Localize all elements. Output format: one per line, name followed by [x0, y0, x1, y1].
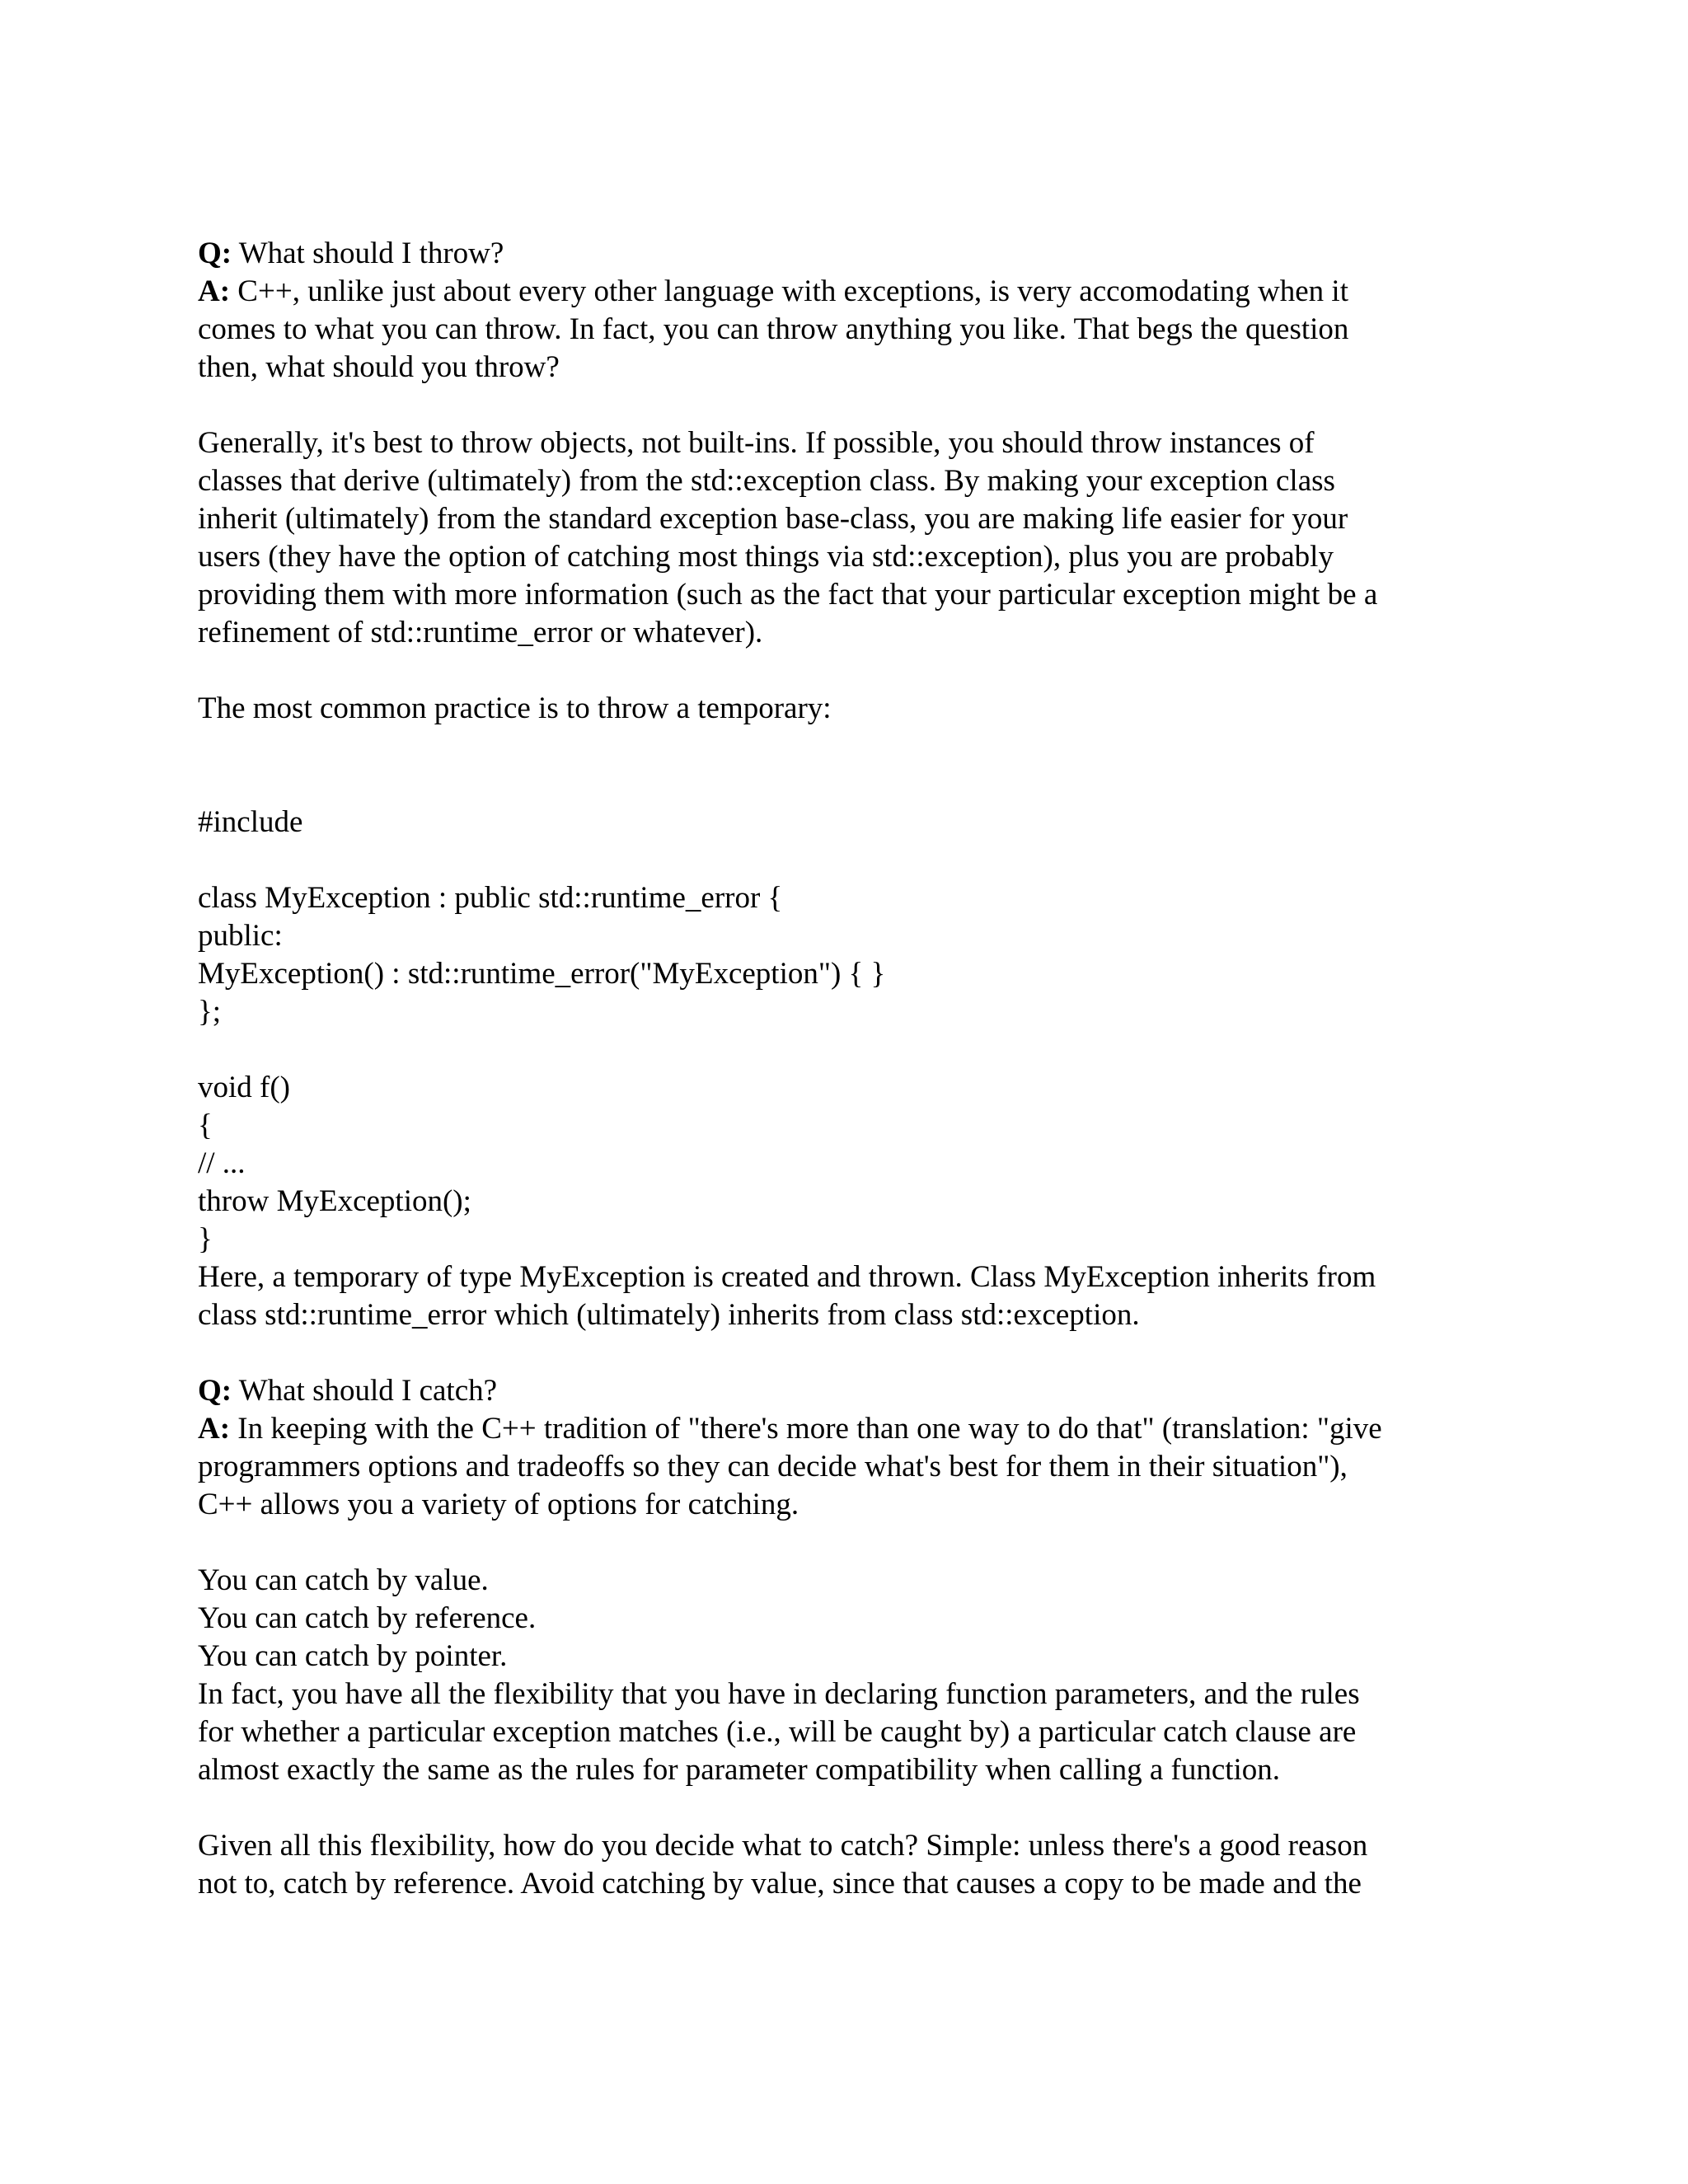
code-line: #include — [198, 805, 303, 839]
code-line: }; — [198, 995, 222, 1029]
question-prefix: Q: — [198, 1374, 232, 1408]
paragraph-line: Generally, it's best to throw objects, not built-ins. If possible, you should throw instances of — [198, 426, 1315, 460]
code-line: } — [198, 1222, 213, 1256]
code-line: // ... — [198, 1146, 246, 1180]
answer-prefix: A: — [198, 274, 231, 308]
question-line-1 — [198, 235, 1517, 273]
code-line: class MyException : public std::runtime_error { — [198, 881, 783, 915]
question-text: What should I throw? — [232, 237, 504, 270]
paragraph-line: You can catch by reference. — [198, 1601, 537, 1635]
paragraph-line: class std::runtime_error which (ultimately) inherits from class std::exception. — [198, 1298, 1140, 1332]
answer-text: In keeping with the C++ tradition of "there's more than one way to do that" (translation: "give — [230, 1412, 1382, 1446]
code-line: MyException() : std::runtime_error("MyException") { } — [198, 957, 886, 991]
paragraph-line: You can catch by value. — [198, 1563, 489, 1597]
question-line-2 — [198, 1372, 1517, 1410]
code-line: void f() — [198, 1071, 290, 1104]
answer-line: then, what should you throw? — [198, 350, 560, 384]
code-line: public: — [198, 919, 283, 953]
paragraph-line: Given all this flexibility, how do you decide what to catch? Simple: unless there's a good reason — [198, 1829, 1368, 1863]
answer-text: C++, unlike just about every other language with exceptions, is very accomodating when it — [230, 274, 1348, 308]
answer-line — [198, 1410, 1517, 1448]
paragraph-line: almost exactly the same as the rules for parameter compatibility when calling a function. — [198, 1753, 1281, 1787]
paragraph-line: Here, a temporary of type MyException is created and thrown. Class MyException inherits from — [198, 1260, 1376, 1294]
answer-line — [198, 273, 1517, 311]
code-line: { — [198, 1108, 213, 1142]
question-text: What should I catch? — [232, 1374, 498, 1408]
question-prefix: Q: — [198, 237, 232, 270]
answer-line: comes to what you can throw. In fact, you can throw anything you like. That begs the question — [198, 312, 1349, 346]
paragraph-line: classes that derive (ultimately) from the std::exception class. By making your exception class — [198, 464, 1335, 498]
paragraph-line: refinement of std::runtime_error or whatever). — [198, 616, 763, 649]
paragraph-line: providing them with more information (such as the fact that your particular exception might be a — [198, 578, 1378, 612]
paragraph-line: for whether a particular exception matches (i.e., will be caught by) a particular catch clause are — [198, 1715, 1357, 1749]
answer-prefix: A: — [198, 1412, 231, 1446]
paragraph-line: You can catch by pointer. — [198, 1639, 508, 1673]
paragraph-line: users (they have the option of catching most things via std::exception), plus you are probably — [198, 540, 1334, 574]
paragraph-line: inherit (ultimately) from the standard exception base-class, you are making life easier for your — [198, 502, 1348, 536]
paragraph-line: In fact, you have all the flexibility that you have in declaring function parameters, and the rules — [198, 1677, 1360, 1711]
paragraph-line: not to, catch by reference. Avoid catching by value, since that causes a copy to be made and the — [198, 1867, 1362, 1900]
answer-line: programmers options and tradeoffs so they can decide what's best for them in their situation"), — [198, 1450, 1348, 1483]
code-line: throw MyException(); — [198, 1184, 471, 1218]
document-page — [198, 235, 1517, 1903]
paragraph-line: The most common practice is to throw a temporary: — [198, 691, 832, 725]
answer-line: C++ allows you a variety of options for catching. — [198, 1488, 799, 1521]
